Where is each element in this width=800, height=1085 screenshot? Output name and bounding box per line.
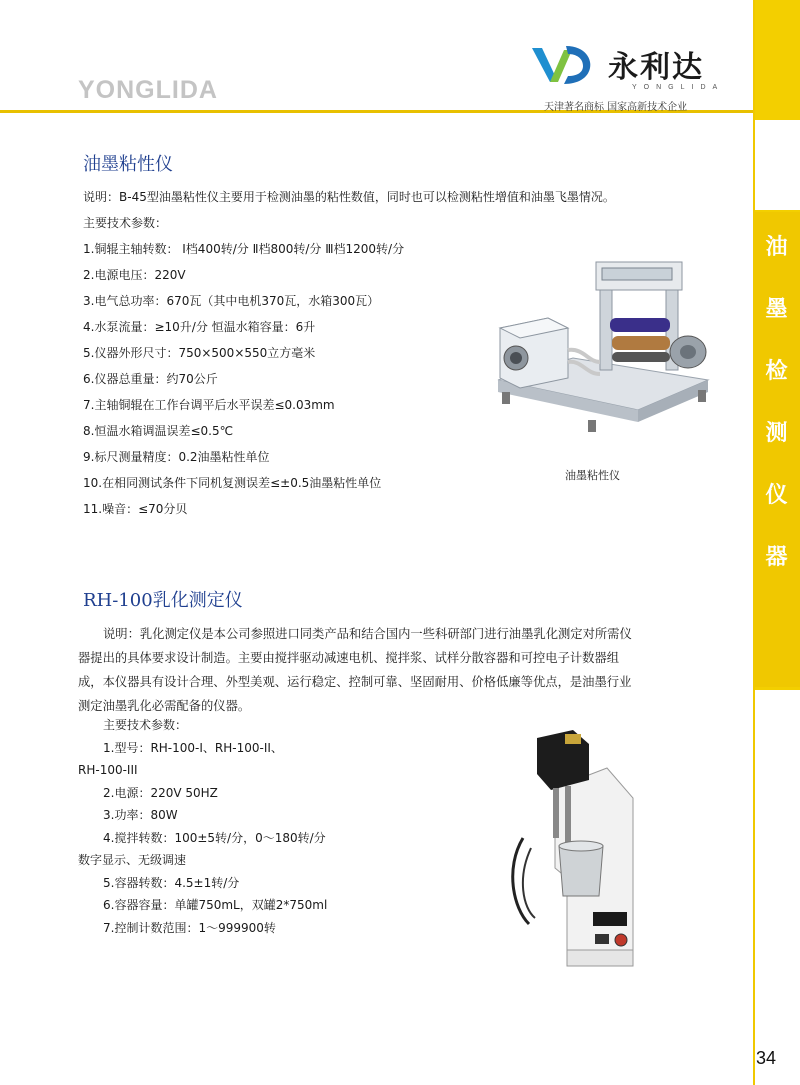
viscometer-caption: 油墨粘性仪 xyxy=(565,469,620,482)
param-line: 4.搅拌转数：100±5转/分，0～180转/分 xyxy=(103,830,326,845)
param-line: RH-100-III xyxy=(78,763,138,777)
sidebar-gap-bottom xyxy=(753,690,800,1085)
sidebar-char: 仪 xyxy=(765,483,788,508)
param-line: 7.控制计数范围：1～999900转 xyxy=(103,920,276,935)
section-title-viscometer: 油墨粘性仪 xyxy=(83,154,173,175)
section-title-emulsification: RH-100乳化测定仪 xyxy=(83,590,243,611)
intro-line: 测定油墨乳化必需配备的仪器。 xyxy=(78,699,251,713)
param-line: 1.型号：RH-100-I、RH-100-II、 xyxy=(103,740,283,755)
sidebar-char: 油 xyxy=(765,235,788,260)
sidebar-char: 墨 xyxy=(765,297,788,322)
param-line: 3.功率：80W xyxy=(103,808,178,822)
emulsification-tester-photo xyxy=(495,728,645,973)
logo-subtitle: YONGLIDA xyxy=(632,84,725,91)
param-line: 5.容器转数：4.5±1转/分 xyxy=(103,875,240,890)
emulsification-intro xyxy=(78,622,738,718)
param-line: 1.铜辊主轴转数： Ⅰ档400转/分 Ⅱ档800转/分 Ⅲ档1200转/分 xyxy=(83,242,405,256)
brand-wordmark: YONGLIDA xyxy=(78,76,218,104)
intro-line: 成，本仪器具有设计合理、外型美观、运行稳定、控制可靠、坚固耐用、价格低廉等优点，是油墨行业 xyxy=(78,675,632,689)
sidebar-char: 检 xyxy=(765,359,788,384)
param-line: 9.标尺测量精度：0.2油墨粘性单位 xyxy=(83,450,270,464)
sidebar-vertical-title xyxy=(753,228,800,600)
param-line: 4.水泵流量：≥10升/分 恒温水箱容量：6升 xyxy=(83,320,316,334)
logo-slogan: 天津著名商标 国家高新技术企业 xyxy=(544,102,688,113)
param-line: 2.电源：220V 50HZ xyxy=(103,785,218,800)
param-line: 8.恒温水箱调温误差≤0.5℃ xyxy=(83,424,234,438)
params-heading: 主要技术参数： xyxy=(103,718,188,732)
sidebar-char: 测 xyxy=(765,421,788,446)
logo-name: 永利达 xyxy=(608,50,704,85)
viscometer-intro: 说明：B-45型油墨粘性仪主要用于检测油墨的粘性数值，同时也可以检测粘性增值和油墨飞墨情况。 xyxy=(83,190,615,204)
sidebar-gap-top xyxy=(753,120,800,210)
intro-line: 器提出的具体要求设计制造。主要由搅拌驱动减速电机、搅拌浆、试样分散容器和可控电子计数器组 xyxy=(78,651,620,665)
page-number: 34 xyxy=(756,1048,777,1068)
param-line: 5.仪器外形尺寸：750×500×550立方毫米 xyxy=(83,346,316,360)
intro-line: 说明：乳化测定仪是本公司参照进口同类产品和结合国内一些科研部门进行油墨乳化测定对所需仪 xyxy=(103,627,632,641)
viscometer-photo xyxy=(488,250,713,445)
params-heading: 主要技术参数： xyxy=(83,216,168,230)
param-line: 数字显示、无级调速 xyxy=(78,853,187,867)
param-line: 3.电气总功率：670瓦（其中电机370瓦，水箱300瓦） xyxy=(83,294,380,308)
param-line: 6.容器容量：单罐750mL，双罐2*750ml xyxy=(103,898,328,912)
param-line: 6.仪器总重量：约70公斤 xyxy=(83,372,218,386)
param-line: 2.电源电压：220V xyxy=(83,268,186,282)
param-line: 10.在相同测试条件下同机复测误差≤±0.5油墨粘性单位 xyxy=(83,476,382,490)
logo-mark-icon xyxy=(528,40,594,90)
param-line: 11.噪音：≤70分贝 xyxy=(83,502,188,516)
param-line: 7.主轴铜辊在工作台调平后水平误差≤0.03mm xyxy=(83,398,335,412)
sidebar-char: 器 xyxy=(765,545,788,570)
emulsification-spec-block xyxy=(78,714,498,939)
company-logo xyxy=(528,40,738,114)
